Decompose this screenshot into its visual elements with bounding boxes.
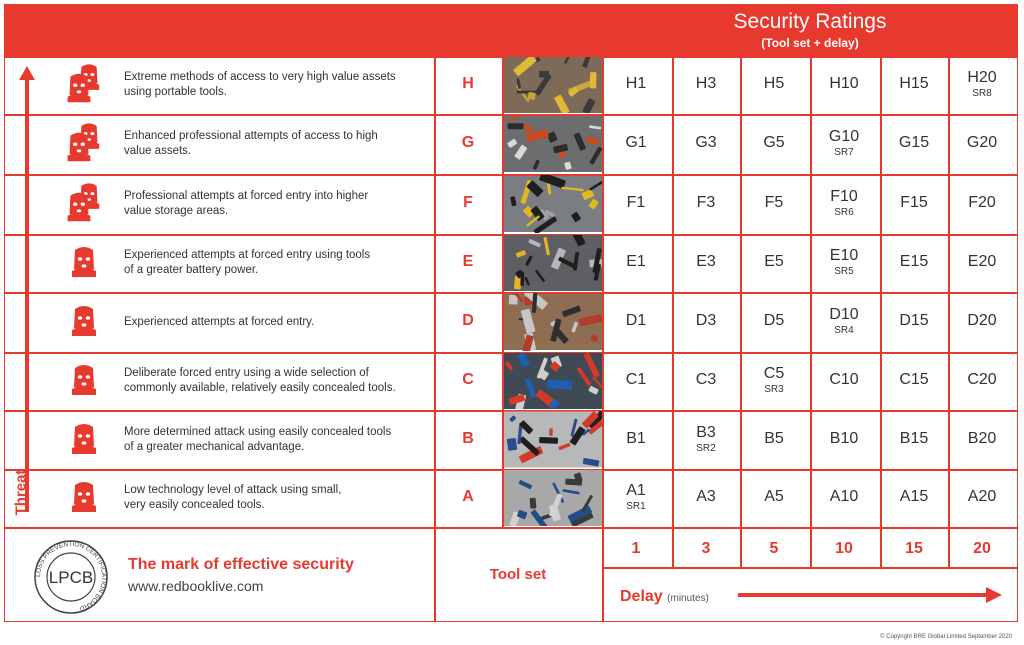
lpcb-seal-text: LPCB [48, 568, 94, 587]
rating-code: G5 [763, 134, 785, 151]
rating-code: D20 [967, 312, 997, 329]
rating-cell [810, 75, 878, 93]
rating-code: F10 [830, 188, 858, 205]
rating-code: H10 [829, 75, 859, 92]
intruder-icon [66, 300, 102, 344]
rating-code: D10 [829, 306, 859, 323]
threat-description [124, 248, 424, 278]
rating-cell [948, 371, 1016, 389]
rating-code: E5 [764, 253, 784, 270]
rating-cell [672, 488, 740, 506]
rating-code: G15 [898, 134, 930, 151]
rating-code: A3 [696, 488, 716, 505]
threat-description [124, 425, 424, 455]
rating-code: A10 [829, 488, 859, 505]
rating-cell [948, 69, 1016, 99]
threat-description-line: Experienced attempts at forced entry. [124, 315, 315, 328]
rating-cell [810, 306, 878, 336]
rating-code: F5 [764, 194, 784, 211]
rating-code: D5 [763, 312, 785, 329]
rating-code: E15 [899, 253, 929, 270]
rating-code: H1 [625, 75, 647, 92]
row-divider [4, 527, 1018, 529]
tool-set-photo [504, 115, 602, 173]
rating-cell [948, 312, 1016, 330]
rating-cell [740, 134, 808, 152]
rating-cell [672, 424, 740, 454]
rating-code: D15 [899, 312, 929, 329]
threat-description-line: using portable tools. [124, 86, 227, 98]
rating-code: G3 [695, 134, 717, 151]
threat-description-line: Extreme methods of access to very high value assets [124, 71, 396, 83]
threat-description [124, 70, 424, 100]
threat-description-line: Experienced attempts at forced entry using tools [124, 249, 371, 261]
intruder-icon [66, 122, 102, 166]
rating-code: C20 [967, 371, 997, 388]
tool-set-level: H [462, 75, 474, 92]
security-ratings-subtitle: (Tool set + delay) [761, 36, 859, 50]
rating-code: E3 [696, 253, 716, 270]
rating-code: E20 [967, 253, 997, 270]
delay-value: 5 [769, 540, 779, 557]
website-link[interactable]: www.redbooklive.com [128, 578, 264, 594]
rating-cell [948, 194, 1016, 212]
delay-value: 10 [835, 540, 853, 557]
delay-value: 3 [701, 540, 711, 557]
tool-set-photo [504, 411, 602, 468]
threat-description-line: Enhanced professional attempts of access to high [124, 130, 378, 142]
threat-description-line: Professional attempts at forced entry into higher [124, 190, 369, 202]
rating-cell [602, 312, 670, 330]
rating-cell [948, 134, 1016, 152]
intruder-icon [66, 241, 102, 285]
tool-set-level: C [462, 371, 474, 388]
rating-code: B5 [764, 429, 784, 447]
rating-code: H20 [967, 69, 997, 86]
rating-cell [602, 253, 670, 271]
intruder-icon [66, 182, 102, 226]
rating-cell [672, 194, 740, 212]
rating-code: B10 [829, 429, 859, 447]
threat-description [124, 315, 424, 330]
delay-value: 20 [973, 540, 991, 557]
rating-cell [948, 488, 1016, 506]
threat-description-line: of a greater battery power. [124, 264, 259, 276]
tool-set-photo [504, 470, 602, 526]
sr-rating: SR5 [834, 266, 854, 277]
rating-cell [740, 365, 808, 395]
rating-cell [672, 134, 740, 152]
rating-cell [740, 488, 808, 506]
rating-cell [602, 430, 670, 448]
threat-description [124, 189, 424, 219]
rating-code: D1 [625, 312, 647, 329]
rating-code: F3 [696, 194, 716, 211]
lpcb-seal-icon [28, 537, 114, 617]
intruder-icon [66, 359, 102, 403]
rating-code: F15 [900, 194, 928, 211]
rating-cell [880, 488, 948, 506]
sr-rating: SR6 [834, 207, 854, 218]
threat-arrow-icon [12, 60, 42, 520]
intruder-icon [66, 418, 102, 462]
rating-code: A15 [899, 488, 929, 505]
rating-code: H3 [695, 75, 717, 92]
lpcb-ring-text: LOSS PREVENTION CERTIFICATION BOARD [34, 540, 108, 612]
rating-cell [602, 371, 670, 389]
rating-cell [948, 430, 1016, 448]
threat-description-line: value assets. [124, 145, 192, 157]
sr-rating: SR3 [764, 384, 784, 395]
rating-code: B1 [626, 429, 646, 447]
rating-cell [880, 371, 948, 389]
threat-description [124, 366, 424, 396]
threat-description-line: commonly available, relatively easily concealed tools. [124, 382, 396, 394]
rating-code: B20 [967, 429, 997, 447]
rating-cell [740, 253, 808, 271]
delay-label [620, 588, 709, 606]
sr-rating: SR4 [834, 325, 854, 336]
rating-cell [740, 312, 808, 330]
rating-code: F1 [626, 194, 646, 211]
rating-cell [880, 194, 948, 212]
rating-cell [672, 253, 740, 271]
threat-label: Threat [12, 469, 30, 516]
sr-rating: SR1 [626, 501, 646, 512]
tool-set-photo [504, 235, 602, 291]
rating-cell [740, 75, 808, 93]
rating-code: E10 [829, 247, 859, 264]
threat-description-line: Deliberate forced entry using a wide selection of [124, 367, 369, 379]
copyright-notice: © Copyright BRE Global Limited September 2020 [880, 634, 1012, 640]
rating-cell [602, 482, 670, 512]
tool-set-photo [504, 353, 602, 409]
tool-set-level: D [462, 312, 474, 329]
rating-code: A1 [626, 482, 646, 499]
rating-cell [880, 75, 948, 93]
security-ratings-title: Security Ratings [733, 10, 887, 33]
rating-cell [740, 430, 808, 448]
sr-rating: SR2 [696, 442, 716, 454]
threat-description-line: value storage areas. [124, 205, 229, 217]
rating-cell [810, 128, 878, 158]
delay-divider [602, 567, 1018, 569]
tool-set-level: A [462, 488, 474, 505]
sr-rating: SR8 [972, 88, 992, 99]
rating-code: H5 [763, 75, 785, 92]
rating-cell [880, 312, 948, 330]
rating-cell [602, 134, 670, 152]
tool-set-level: F [463, 194, 473, 211]
intruder-icon [66, 476, 102, 520]
rating-cell [672, 75, 740, 93]
rating-cell [672, 312, 740, 330]
rating-code: E1 [626, 253, 646, 270]
rating-cell [740, 194, 808, 212]
rating-cell [602, 75, 670, 93]
rating-cell [880, 430, 948, 448]
delay-label-text: Delay [620, 588, 663, 605]
delay-value: 15 [905, 540, 923, 557]
rating-cell [810, 247, 878, 277]
rating-code: H15 [899, 75, 929, 92]
tool-set-level: E [462, 253, 474, 270]
threat-description [124, 483, 424, 513]
tool-set-photo [504, 175, 602, 233]
threat-description [124, 129, 424, 159]
tool-set-photo [504, 293, 602, 351]
rating-cell [880, 134, 948, 152]
threat-description-line: Low technology level of attack using small, [124, 484, 342, 496]
tool-set-level: G [461, 134, 475, 151]
rating-code: G1 [625, 134, 647, 151]
tagline: The mark of effective security [128, 556, 354, 573]
threat-description-line: More determined attack using easily concealed tools [124, 425, 392, 438]
delay-value: 1 [631, 540, 641, 557]
tool-set-level: B [462, 429, 474, 447]
rating-code: B15 [899, 429, 929, 447]
rating-cell [948, 253, 1016, 271]
rating-cell [880, 253, 948, 271]
rating-cell [810, 430, 878, 448]
rating-code: F20 [968, 194, 996, 211]
rating-code: A20 [967, 488, 997, 505]
rating-code: C3 [695, 371, 717, 388]
rating-cell [672, 371, 740, 389]
threat-description-line: very easily concealed tools. [124, 499, 265, 511]
tool-set-label: Tool set [489, 566, 547, 583]
delay-arrow-icon [738, 586, 1004, 604]
rating-code: A5 [764, 488, 784, 505]
rating-code: G20 [966, 134, 998, 151]
sr-rating: SR7 [834, 147, 854, 158]
delay-units: (minutes) [667, 593, 709, 604]
rating-code: C10 [829, 371, 859, 388]
threat-description-line: of a greater mechanical advantage. [124, 440, 305, 453]
rating-code: D3 [695, 312, 717, 329]
rating-cell [602, 194, 670, 212]
rating-code: C1 [625, 371, 647, 388]
rating-code: G10 [828, 128, 860, 145]
rating-cell [810, 488, 878, 506]
rating-cell [810, 188, 878, 218]
rating-code: C5 [763, 365, 785, 382]
intruder-icon [66, 63, 102, 107]
tool-set-photo [504, 57, 602, 113]
rating-cell [810, 371, 878, 389]
rating-code: C15 [899, 371, 929, 388]
rating-code: B3 [696, 423, 716, 441]
